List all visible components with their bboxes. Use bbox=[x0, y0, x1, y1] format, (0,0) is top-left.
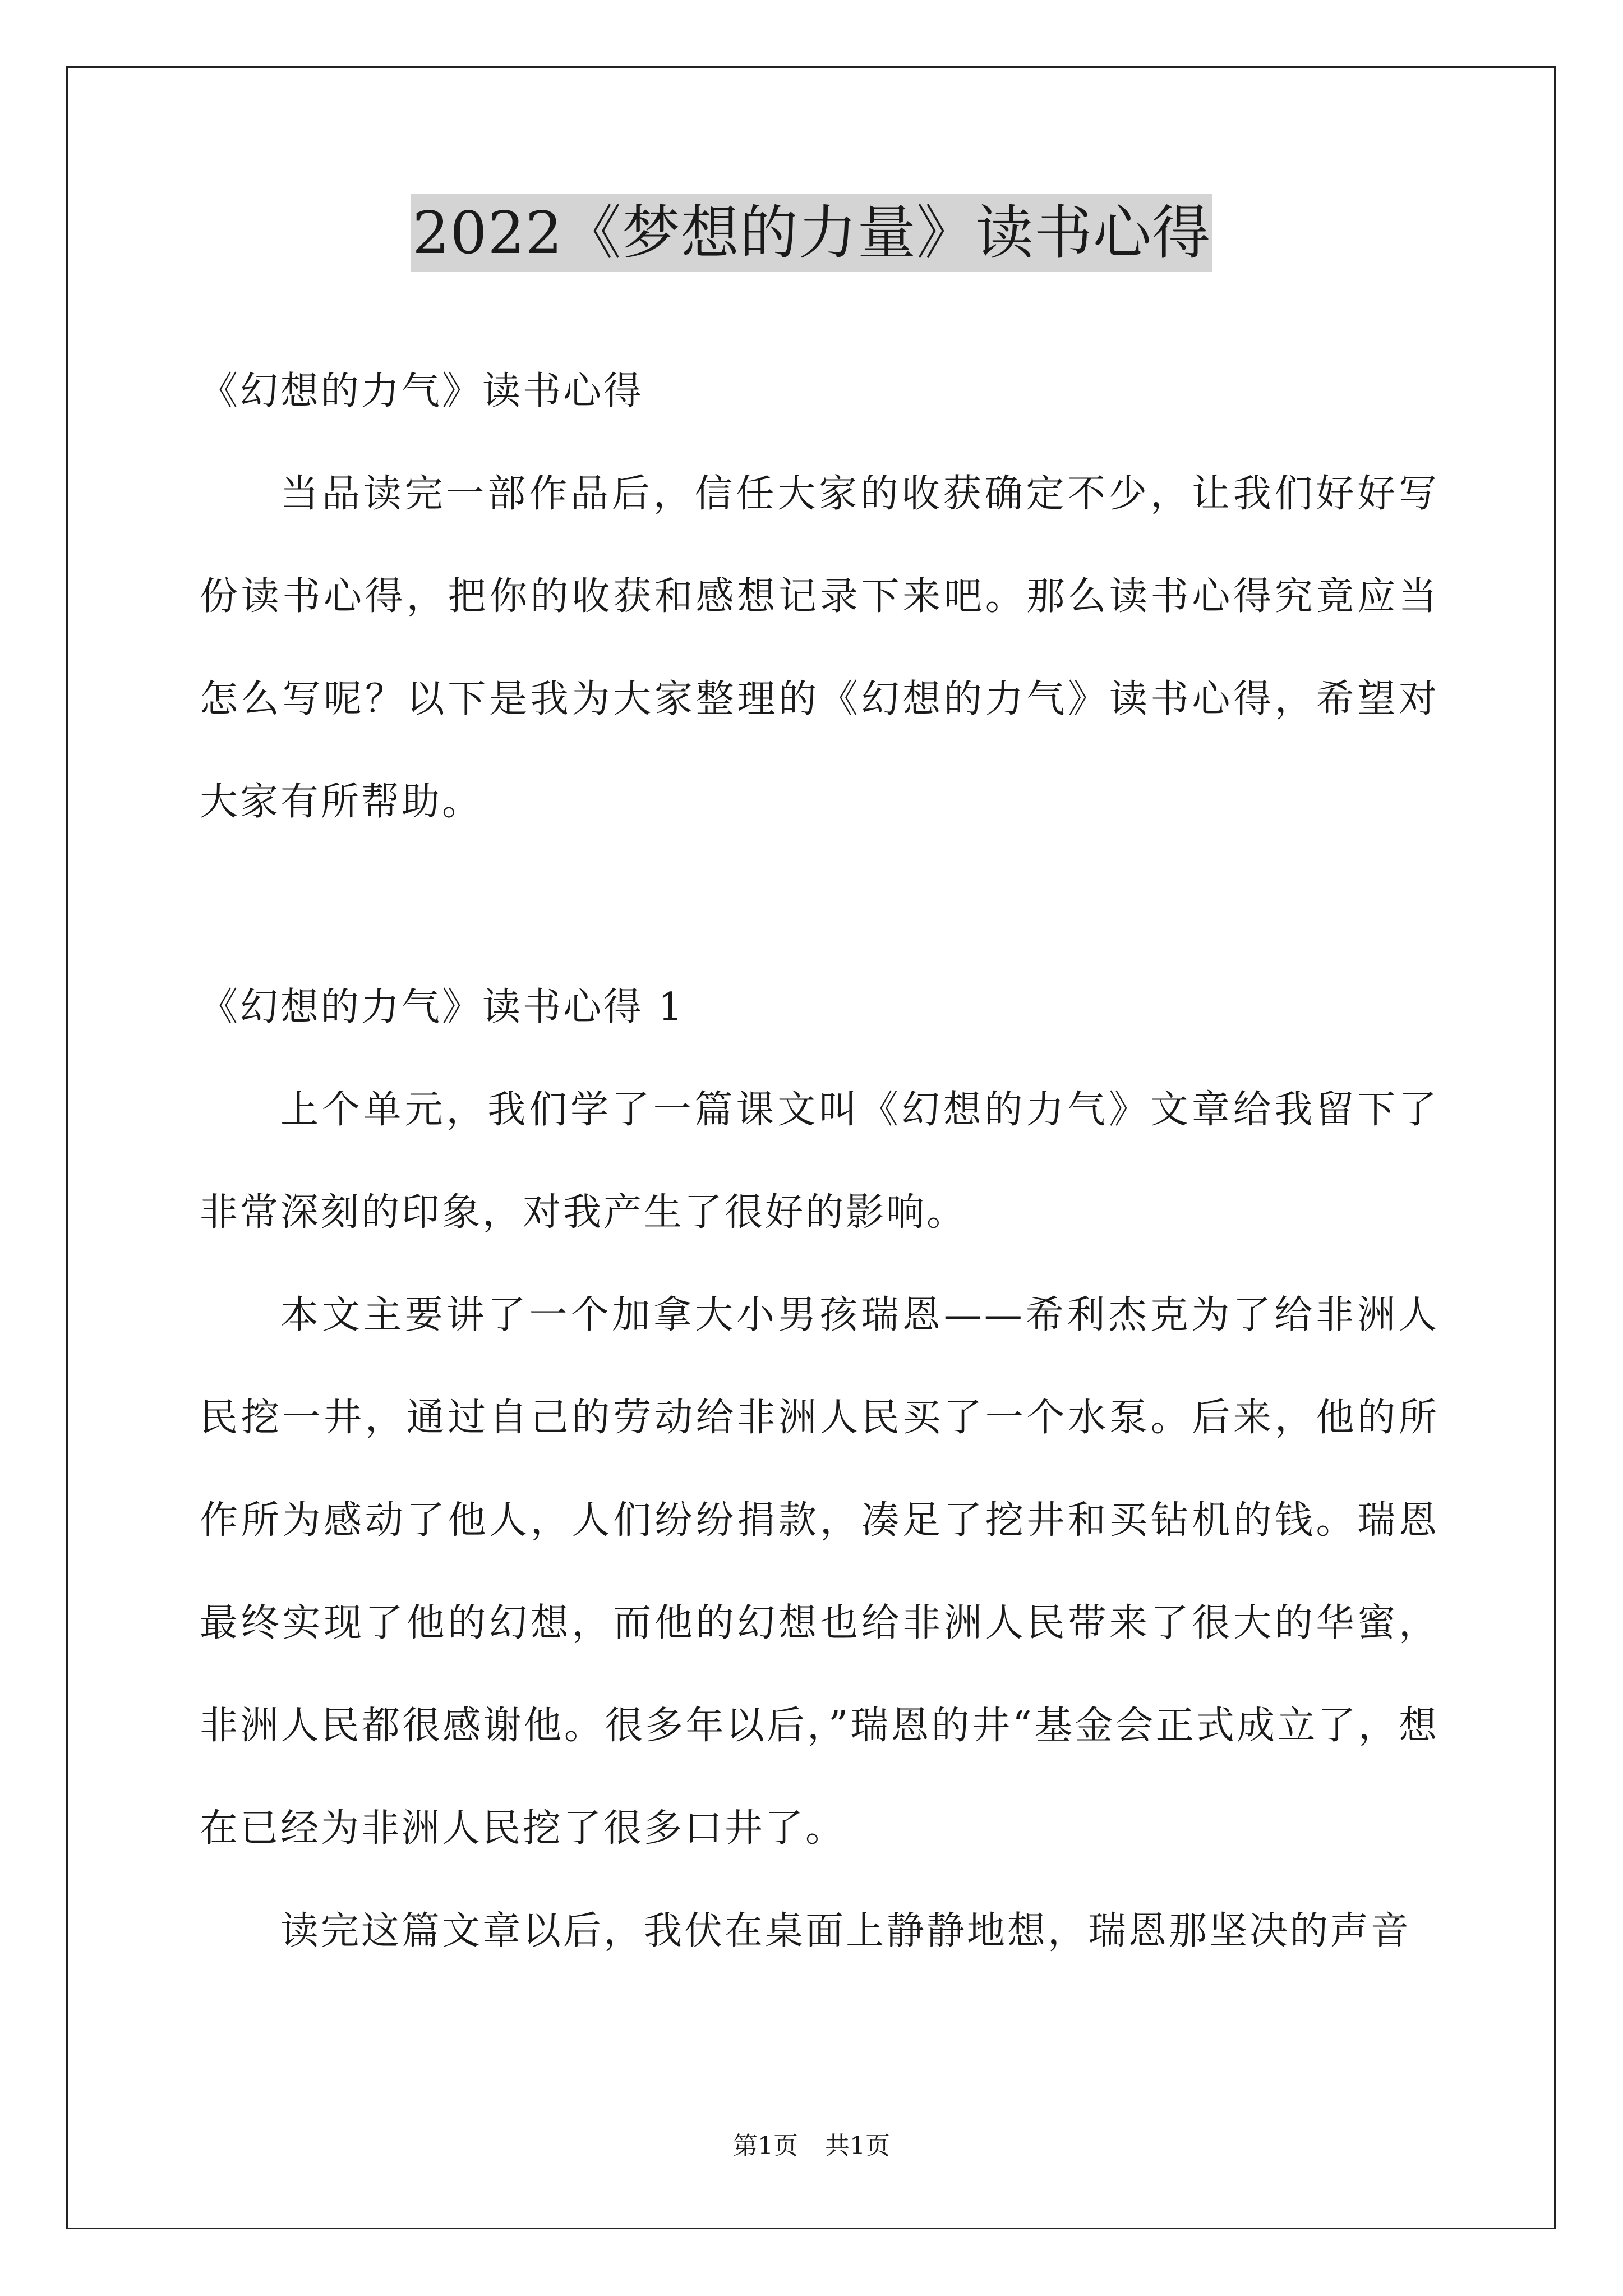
body-paragraph: 读完这篇文章以后，我伏在桌面上静静地想，瑞恩那坚决的声音 bbox=[280, 1909, 1412, 1953]
body-paragraph: 上个单元，我们学了一篇课文叫《幻想的力气》文章给我留下了非常深刻的印象，对我产生了很好的影响。 bbox=[200, 1088, 1439, 1235]
title-container bbox=[0, 194, 1623, 272]
page-footer bbox=[0, 2129, 1623, 2163]
page-number: 第1页 bbox=[733, 2132, 798, 2160]
page-total: 共1页 bbox=[825, 2132, 890, 2160]
section-heading-1: 《幻想的力气》读书心得 1 bbox=[200, 985, 685, 1029]
intro-paragraph: 当品读完一部作品后，信任大家的收获确定不少，让我们好好写份读书心得，把你的收获和感想记录下来吧。那么读书心得究竟应当怎么写呢？以下是我为大家整理的《幻想的力气》读书心得，希望对大家有所帮助。 bbox=[200, 472, 1439, 824]
section-heading-intro: 《幻想的力气》读书心得 bbox=[200, 369, 644, 413]
document-title: 2022《梦想的力量》读书心得 bbox=[411, 194, 1212, 272]
body-paragraph: 本文主要讲了一个加拿大小男孩瑞恩——希利杰克为了给非洲人民挖一井，通过自己的劳动给非洲人民买了一个水泵。后来，他的所作所为感动了他人，人们纷纷捐款，凑足了挖井和买钻机的钱。瑞恩最终实现了他的幻想，而他的幻想也给非洲人民带来了很大的华蜜，非洲人民都很感谢他。很多年以后，”瑞恩的井“基金会正式成立了，想在已经为非洲人民挖了很多口井了。 bbox=[200, 1293, 1439, 1851]
paragraph-spacer bbox=[200, 853, 1439, 956]
document-body bbox=[200, 340, 1439, 1982]
